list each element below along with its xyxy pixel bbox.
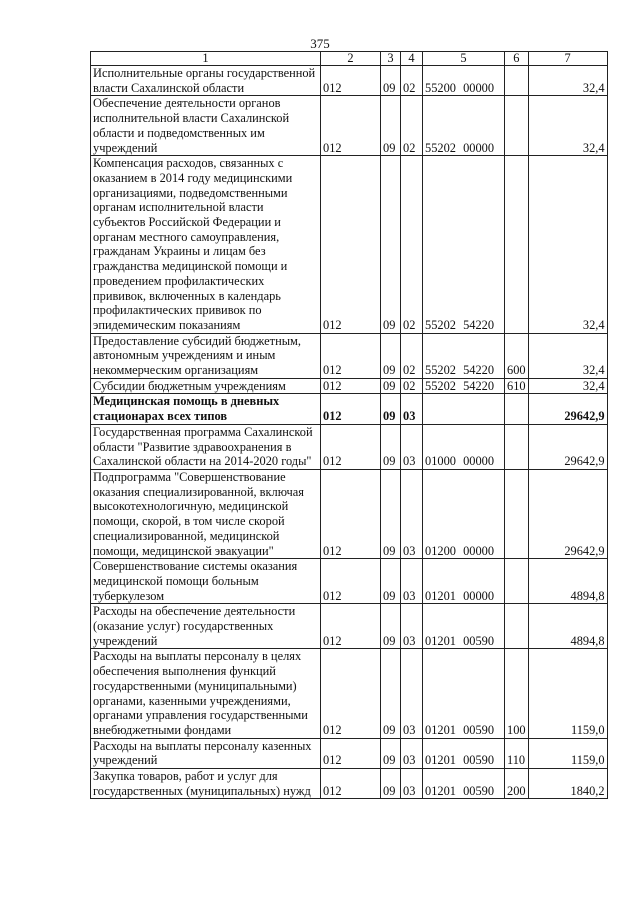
table-row <box>91 96 608 156</box>
table-row <box>91 424 608 469</box>
row-csr-cell: 55202 54220 <box>423 333 505 378</box>
row-rz-cell: 09 <box>381 469 401 558</box>
row-name-cell: Государственная программа Сахалинской области "Развитие здравоохранения в Сахалинской области на 2014-2020 годы" <box>91 424 321 469</box>
row-sum-cell: 4894,8 <box>528 604 607 649</box>
row-csr-cell: 55202 54220 <box>423 378 505 394</box>
row-sum-cell: 1840,2 <box>528 769 607 799</box>
row-pr-cell: 03 <box>401 604 423 649</box>
row-pr-cell: 03 <box>401 738 423 768</box>
header-cell-vr: 6 <box>505 52 529 66</box>
row-sum-cell: 32,4 <box>528 66 607 96</box>
table-row <box>91 559 608 604</box>
budget-table <box>90 51 608 799</box>
row-rz-cell: 09 <box>381 604 401 649</box>
row-grbs-cell: 012 <box>321 769 381 799</box>
row-rz-cell: 09 <box>381 649 401 738</box>
row-rz-cell: 09 <box>381 559 401 604</box>
row-sum-cell: 29642,9 <box>528 424 607 469</box>
row-vr-cell <box>505 424 529 469</box>
row-csr-cell: 01000 00000 <box>423 424 505 469</box>
row-vr-cell: 100 <box>505 649 529 738</box>
row-name-cell: Совершенствование системы оказания медицинской помощи больным туберкулезом <box>91 559 321 604</box>
row-grbs-cell: 012 <box>321 469 381 558</box>
row-rz-cell: 09 <box>381 378 401 394</box>
row-sum-cell: 4894,8 <box>528 559 607 604</box>
row-sum-cell: 32,4 <box>528 333 607 378</box>
row-vr-cell: 110 <box>505 738 529 768</box>
row-grbs-cell: 012 <box>321 96 381 156</box>
row-vr-cell: 600 <box>505 333 529 378</box>
row-csr-cell: 55202 00000 <box>423 96 505 156</box>
row-grbs-cell: 012 <box>321 604 381 649</box>
row-grbs-cell: 012 <box>321 559 381 604</box>
row-csr-cell: 01200 00000 <box>423 469 505 558</box>
row-pr-cell: 02 <box>401 96 423 156</box>
page-number: 375 <box>310 36 330 51</box>
row-rz-cell: 09 <box>381 738 401 768</box>
row-grbs-cell: 012 <box>321 378 381 394</box>
row-sum-cell: 32,4 <box>528 378 607 394</box>
row-vr-cell <box>505 66 529 96</box>
row-pr-cell: 02 <box>401 378 423 394</box>
row-vr-cell <box>505 394 529 424</box>
row-pr-cell: 02 <box>401 333 423 378</box>
header-cell-name: 1 <box>91 52 321 66</box>
row-sum-cell: 29642,9 <box>528 469 607 558</box>
row-name-cell: Расходы на выплаты персоналу казенных учреждений <box>91 738 321 768</box>
row-csr-cell: 55200 00000 <box>423 66 505 96</box>
table-row <box>91 156 608 333</box>
row-grbs-cell: 012 <box>321 738 381 768</box>
row-vr-cell: 200 <box>505 769 529 799</box>
row-name-cell: Обеспечение деятельности органов исполнительной власти Сахалинской области и подведомственных им учреждений <box>91 96 321 156</box>
row-name-cell: Закупка товаров, работ и услуг для государственных (муниципальных) нужд <box>91 769 321 799</box>
row-csr-cell: 01201 00590 <box>423 769 505 799</box>
table-row <box>91 604 608 649</box>
row-csr-cell: 01201 00590 <box>423 738 505 768</box>
row-csr-cell: 55202 54220 <box>423 156 505 333</box>
row-grbs-cell: 012 <box>321 333 381 378</box>
table-row <box>91 66 608 96</box>
row-rz-cell: 09 <box>381 156 401 333</box>
row-grbs-cell: 012 <box>321 424 381 469</box>
row-sum-cell: 32,4 <box>528 96 607 156</box>
row-name-cell: Расходы на выплаты персоналу в целях обеспечения выполнения функций государственными (муниципальными) органами, казенными учреждениями, органами управления государственными внебюджетными фондами <box>91 649 321 738</box>
row-pr-cell: 03 <box>401 424 423 469</box>
row-pr-cell: 03 <box>401 394 423 424</box>
table-row <box>91 378 608 394</box>
row-vr-cell <box>505 156 529 333</box>
row-pr-cell: 03 <box>401 649 423 738</box>
row-pr-cell: 03 <box>401 769 423 799</box>
row-sum-cell: 32,4 <box>528 156 607 333</box>
table-header-row <box>91 52 608 66</box>
row-name-cell: Исполнительные органы государственной власти Сахалинской области <box>91 66 321 96</box>
row-name-cell: Подпрограмма "Совершенствование оказания специализированной, включая высокотехнологичную, медицинской помощи, скорой, в том числе скорой специализированной, медицинской помощи, медицинской эвакуации" <box>91 469 321 558</box>
row-grbs-cell: 012 <box>321 156 381 333</box>
row-name-cell: Субсидии бюджетным учреждениям <box>91 378 321 394</box>
row-name-cell: Медицинская помощь в дневных стационарах всех типов <box>91 394 321 424</box>
row-pr-cell: 03 <box>401 559 423 604</box>
row-sum-cell: 29642,9 <box>528 394 607 424</box>
row-rz-cell: 09 <box>381 66 401 96</box>
row-vr-cell: 610 <box>505 378 529 394</box>
row-grbs-cell: 012 <box>321 394 381 424</box>
row-name-cell: Расходы на обеспечение деятельности (оказание услуг) государственных учреждений <box>91 604 321 649</box>
row-sum-cell: 1159,0 <box>528 738 607 768</box>
row-vr-cell <box>505 559 529 604</box>
header-cell-sum: 7 <box>528 52 607 66</box>
row-name-cell: Предоставление субсидий бюджетным, автономным учреждениям и иным некоммерческим организациям <box>91 333 321 378</box>
row-csr-cell: 01201 00590 <box>423 604 505 649</box>
row-csr-cell: 01201 00590 <box>423 649 505 738</box>
table-row <box>91 469 608 558</box>
row-pr-cell: 03 <box>401 469 423 558</box>
table-row <box>91 649 608 738</box>
table-row <box>91 738 608 768</box>
header-cell-rz: 3 <box>381 52 401 66</box>
table-row <box>91 394 608 424</box>
row-rz-cell: 09 <box>381 769 401 799</box>
row-grbs-cell: 012 <box>321 649 381 738</box>
row-pr-cell: 02 <box>401 156 423 333</box>
header-cell-csr: 5 <box>423 52 505 66</box>
table-row <box>91 333 608 378</box>
row-rz-cell: 09 <box>381 424 401 469</box>
row-rz-cell: 09 <box>381 333 401 378</box>
row-vr-cell <box>505 604 529 649</box>
row-grbs-cell: 012 <box>321 66 381 96</box>
row-sum-cell: 1159,0 <box>528 649 607 738</box>
row-rz-cell: 09 <box>381 96 401 156</box>
row-vr-cell <box>505 96 529 156</box>
row-csr-cell: 01201 00000 <box>423 559 505 604</box>
row-rz-cell: 09 <box>381 394 401 424</box>
row-name-cell: Компенсация расходов, связанных с оказанием в 2014 году медицинскими организациями, подведомственными органам исполнительной власти субъектов Российской Федерации и органам местного самоуправления, гражданам Украины и лицам без гражданства медицинской помощи и проведением профилактических прививок, включенных в календарь профилактических прививок по эпидемическим показаниям <box>91 156 321 333</box>
row-vr-cell <box>505 469 529 558</box>
row-pr-cell: 02 <box>401 66 423 96</box>
table-row <box>91 769 608 799</box>
header-cell-grbs: 2 <box>321 52 381 66</box>
header-cell-pr: 4 <box>401 52 423 66</box>
row-csr-cell <box>423 394 505 424</box>
